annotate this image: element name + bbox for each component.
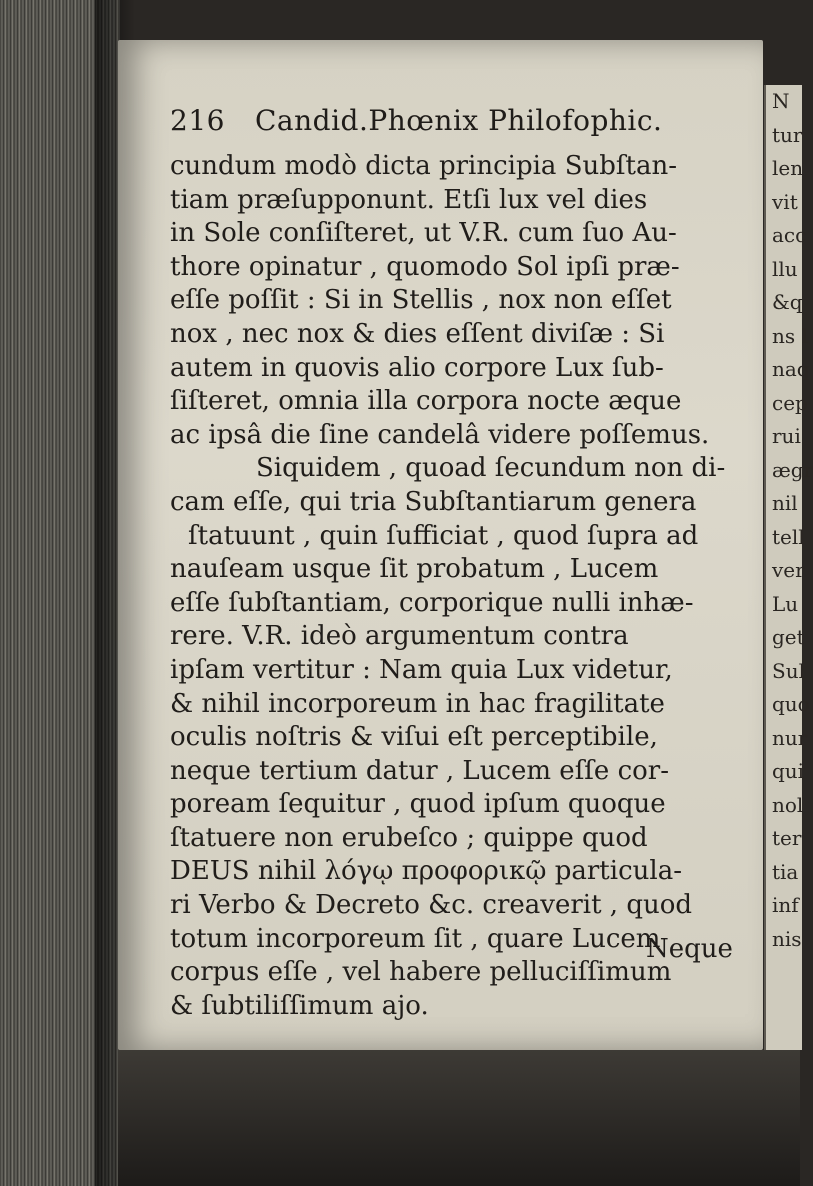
text-line: autem in quovis alio corpore Lux ſub- xyxy=(170,352,664,383)
page-number: 216 xyxy=(170,104,225,137)
adjacent-line-fragment: quo xyxy=(772,692,810,716)
adjacent-line-fragment: get xyxy=(772,625,805,649)
adjacent-line-fragment: N xyxy=(772,89,790,113)
text-line: nox , nec nox & dies eſſent diviſæ : Si xyxy=(170,318,665,349)
adjacent-line-fragment: tia xyxy=(772,859,799,884)
text-line: ri Verbo & Decreto &c. creaverit , quod xyxy=(170,890,693,921)
text-line: in Sole conſiſteret, ut V.R. cum ſuo Au- xyxy=(170,218,677,249)
adjacent-line-fragment: cep xyxy=(772,390,808,415)
adjacent-line-fragment: ver xyxy=(772,558,805,582)
adjacent-line-fragment: Sul xyxy=(772,658,805,683)
running-title: Candid.Phœnix Philofophic. xyxy=(255,104,663,137)
text-line: eſſe poſſit : Si in Stellis , nox non eſſet xyxy=(170,285,672,316)
text-line: nauſeam usque ſit probatum , Lucem xyxy=(170,554,659,585)
text-line: tiam præſupponunt. Etſi lux vel dies xyxy=(170,184,648,215)
text-line: ſtatuere non erubeſco ; quippe quod xyxy=(170,822,648,853)
adjacent-line-fragment: vit xyxy=(772,189,798,214)
text-line: ipſam vertitur : Nam quia Lux videtur, xyxy=(170,654,673,685)
adjacent-line-fragment: tell xyxy=(772,524,805,549)
adjacent-line-fragment: len xyxy=(772,156,804,180)
adjacent-line-fragment: tur xyxy=(772,122,803,147)
page-body-text xyxy=(170,150,730,1023)
adjacent-line-fragment: ter xyxy=(772,826,802,850)
text-line: ac ipsâ die ſine candelâ videre poſſemus. xyxy=(170,419,710,450)
text-line: rere. V.R. ideò argumentum contra xyxy=(170,621,629,652)
text-line: neque tertium datur , Lucem eſſe cor- xyxy=(170,755,670,786)
adjacent-line-fragment: nur xyxy=(772,725,808,750)
adjacent-line-fragment: ns l xyxy=(772,323,808,348)
book-bottom-shadow xyxy=(118,1050,800,1186)
adjacent-line-fragment: llu xyxy=(772,256,798,281)
catchword: Neque xyxy=(646,934,733,964)
text-line: & nihil incorporeum in hac fragilitate xyxy=(170,688,665,719)
text-line: Siquidem , quoad ſecundum non di- xyxy=(256,453,726,484)
text-line: oculis noſtris & viſui eſt perceptibile, xyxy=(170,722,658,753)
text-line: totum incorporeum ſit , quare Lucem xyxy=(170,923,661,954)
text-line: eſſe ſubſtantiam, corporique nulli inhæ- xyxy=(170,587,694,618)
text-line: ſtatuunt , quin ſufficiat , quod ſupra ad xyxy=(188,520,699,551)
adjacent-line-fragment: naq xyxy=(772,357,810,381)
text-line: cam eſſe, qui tria Subſtantiarum genera xyxy=(170,486,697,517)
adjacent-line-fragment: qui xyxy=(772,759,805,783)
text-line: & ſubtiliſſimum ajo. xyxy=(170,990,429,1021)
adjacent-line-fragment: nil xyxy=(772,491,798,515)
adjacent-line-fragment: rui xyxy=(772,424,801,448)
adjacent-line-fragment: acc xyxy=(772,223,807,247)
adjacent-line-fragment: inf xyxy=(772,893,799,917)
adjacent-line-fragment: nol xyxy=(772,792,804,817)
adjacent-line-fragment: &q xyxy=(772,290,803,314)
text-line: cundum modò dicta principia Subſtan- xyxy=(170,151,677,181)
text-line: ſiſteret, omnia illa corpora nocte æque xyxy=(170,386,682,417)
text-line: poream ſequitur , quod ipſum quoque xyxy=(170,789,666,820)
adjacent-line-fragment: ægr xyxy=(772,457,813,482)
text-line: DEUS nihil λόγῳ προφορικῷ particula- xyxy=(170,856,682,887)
adjacent-line-fragment: Lu xyxy=(772,591,799,616)
adjacent-page-strip xyxy=(764,85,813,1050)
text-line: corpus eſſe , vel habere pelluciſſimum xyxy=(170,957,672,988)
running-head xyxy=(170,104,730,148)
text-line: thore opinatur , quomodo Sol ipſi præ- xyxy=(170,251,680,282)
adjacent-line-fragment: nis xyxy=(772,926,802,951)
